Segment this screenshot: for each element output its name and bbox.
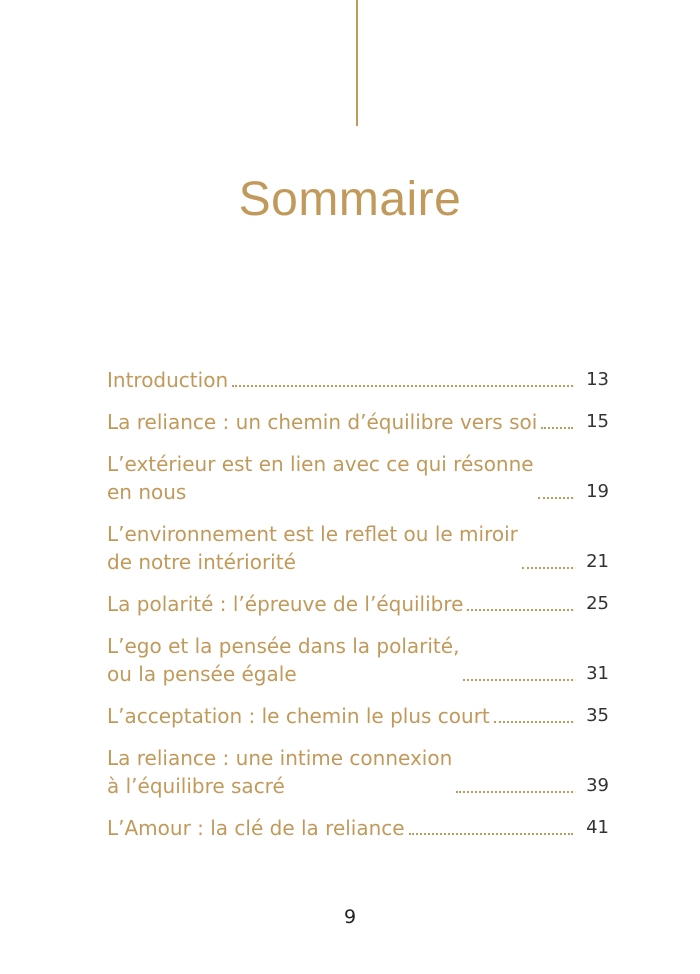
toc-entry[interactable] [107,366,609,394]
toc-entry-page: 39 [586,775,609,796]
toc-entry-title-line: Introduction [107,368,229,392]
toc-entry-page: 41 [586,817,609,838]
toc-entry[interactable] [107,744,609,800]
dot-leader [494,721,573,723]
dot-leader [541,427,573,429]
toc-entry[interactable] [107,408,609,436]
toc-entry-title [107,450,534,506]
toc-entry-title [107,814,405,842]
toc-entry[interactable] [107,632,609,688]
decorative-vertical-rule [356,0,358,126]
toc-entry-title [107,520,518,576]
toc-entry-page: 35 [586,705,609,726]
toc-entry-page: 25 [586,593,609,614]
dot-leader [463,679,573,681]
dot-leader [456,791,573,793]
toc-entry-title-line: L’extérieur est en lien avec ce qui résonne [107,452,534,476]
page-number: 9 [343,906,357,928]
toc-entry[interactable] [107,814,609,842]
toc-entry-page: 31 [586,663,609,684]
toc-entry[interactable] [107,450,609,506]
toc-entry-page: 21 [586,551,609,572]
page-title: Sommaire [238,173,462,226]
toc-entry-title [107,366,228,394]
toc-entry-page: 13 [586,369,609,390]
dot-leader [538,497,573,499]
toc-entry-title [107,408,537,436]
toc-entry[interactable] [107,590,609,618]
toc-entry-title-line: ou la pensée égale [107,662,297,686]
toc-entry-title-line: à l’équilibre sacré [107,774,285,798]
toc-entry-title [107,744,452,800]
toc-entry-title [107,632,459,688]
toc-entry-title [107,590,463,618]
toc-entry-title-line: L’environnement est le reflet ou le miroir [107,522,518,546]
dot-leader [409,833,573,835]
toc-entry[interactable] [107,702,609,730]
toc-entry-title-line: L’Amour : la clé de la reliance [107,816,405,840]
toc-entry[interactable] [107,520,609,576]
dot-leader [232,385,573,387]
dot-leader [522,567,573,569]
toc-entry-title-line: La polarité : l’épreuve de l’équilibre [107,592,464,616]
toc-entry-title-line: L’ego et la pensée dans la polarité, [107,634,460,658]
table-of-contents [107,366,609,856]
toc-entry-title [107,702,490,730]
toc-entry-page: 19 [586,481,609,502]
toc-entry-title-line: La reliance : un chemin d’équilibre vers soi [107,410,538,434]
toc-entry-title-line: de notre intériorité [107,550,296,574]
toc-entry-title-line: La reliance : une intime connexion [107,746,453,770]
toc-entry-title-line: en nous [107,480,187,504]
toc-entry-page: 15 [586,411,609,432]
toc-entry-title-line: L’acceptation : le chemin le plus court [107,704,490,728]
dot-leader [467,609,573,611]
